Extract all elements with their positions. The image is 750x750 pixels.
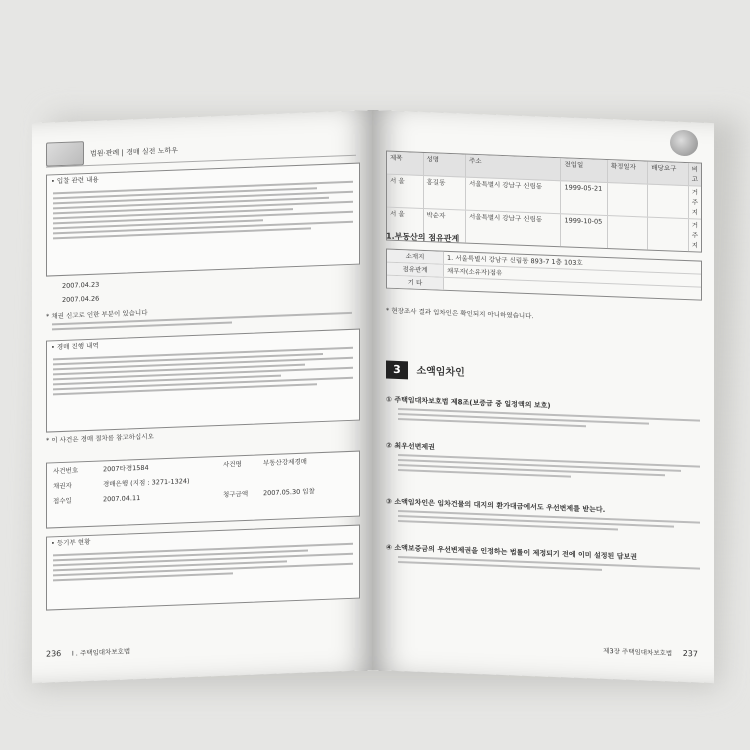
tenant-col-title: 제목 bbox=[387, 152, 424, 175]
occupancy-subsection-title: 1.부동산의 점유관계 bbox=[386, 231, 460, 244]
occupancy-value: 채무자(소유자)점유 bbox=[447, 266, 503, 278]
tenant-col-remarks: 비고 bbox=[691, 165, 699, 184]
tenant-cell bbox=[648, 185, 688, 219]
occupancy-key: 소재지 bbox=[387, 250, 444, 264]
occupancy-table bbox=[386, 249, 702, 301]
tenant-col-fixed-date: 확정일자 bbox=[608, 160, 648, 184]
tenant-cell: 홍길동 bbox=[424, 176, 466, 210]
claim-amount-label: 청구금액 bbox=[223, 489, 249, 499]
left-footer-text: I . 주택임대차보호법 bbox=[71, 647, 131, 658]
occupancy-value: 1. 서울특별시 강남구 신림동 893-7 1층 103호 bbox=[447, 253, 583, 268]
bid-info-block bbox=[46, 163, 360, 277]
right-page bbox=[372, 110, 714, 683]
item-number: ① bbox=[386, 395, 392, 404]
bid-date-1: 2007.04.23 bbox=[62, 280, 100, 290]
tenant-cell bbox=[648, 218, 688, 252]
creditor-label: 채권자 bbox=[53, 481, 72, 491]
right-page-number: 237 bbox=[682, 648, 698, 659]
bid-info-title: • 입찰 관련 내용 bbox=[51, 175, 99, 186]
tenant-col-claim: 배당요구 bbox=[648, 162, 688, 186]
item-number: ② bbox=[386, 441, 392, 450]
registry-block bbox=[46, 525, 360, 611]
creditor: 경매은행 (지점 : 3271-1324) bbox=[103, 477, 190, 489]
occupancy-note: * 현장조사 결과 임차인은 확인되지 아니하였습니다. bbox=[386, 306, 534, 321]
tenant-cell: 서울특별시 강남구 신림동 bbox=[466, 178, 562, 214]
case-number: 2007타경1584 bbox=[103, 463, 149, 474]
case-name-label: 사건명 bbox=[223, 460, 242, 469]
tenant-cell: 박순자 bbox=[424, 209, 466, 243]
receipt-date-label: 접수일 bbox=[53, 496, 72, 506]
occupancy-key: 점유관계 bbox=[387, 263, 444, 277]
tenant-cell bbox=[608, 216, 648, 250]
list-item bbox=[386, 543, 700, 575]
list-item bbox=[386, 441, 700, 483]
item-heading: 소액임차인은 임차건물의 대지의 환가대금에서도 우선변제를 받는다. bbox=[394, 497, 606, 514]
tenant-cell: 1999-05-21 bbox=[561, 181, 607, 215]
receipt-date: 2007.04.11 bbox=[103, 493, 141, 504]
bid-info-lines bbox=[53, 178, 353, 243]
case-number-label: 사건번호 bbox=[53, 466, 79, 476]
section-heading bbox=[386, 361, 465, 382]
character-illustration-icon bbox=[670, 129, 698, 156]
occupancy-key: 기 타 bbox=[387, 276, 444, 290]
section-number: 3 bbox=[386, 361, 408, 380]
list-item bbox=[386, 497, 700, 534]
left-header-title: 법원·판례 | 경매 실전 노하우 bbox=[90, 146, 178, 158]
left-page-number: 236 bbox=[46, 649, 62, 659]
tenant-cell: 서울특별시 강남구 신림동 bbox=[466, 211, 562, 247]
left-header bbox=[46, 131, 356, 168]
registry-title: • 등기부 현황 bbox=[51, 537, 91, 548]
section-title: 소액임차인 bbox=[416, 365, 465, 379]
tenant-col-name: 성명 bbox=[424, 153, 466, 177]
right-footer bbox=[603, 646, 698, 659]
list-item bbox=[386, 395, 700, 432]
tenant-cell bbox=[608, 183, 648, 217]
case-info-block bbox=[46, 451, 360, 529]
claim-amount: 2007.05.30 입찰 bbox=[263, 487, 315, 498]
auction-note: * 이 사건은 경매 절차를 참고하십시오 bbox=[46, 432, 154, 445]
tenant-col-address: 주소 bbox=[466, 155, 562, 181]
item-number: ④ bbox=[386, 543, 392, 552]
item-number: ③ bbox=[386, 497, 392, 506]
left-footer bbox=[46, 646, 130, 658]
item-heading: 소액보증금의 우선변제권을 인정하는 법률이 제정되기 전에 이미 설정된 담보권 bbox=[394, 543, 638, 562]
left-page bbox=[32, 110, 374, 683]
auction-progress-title: • 경매 진행 내역 bbox=[51, 341, 99, 352]
item-heading: 최우선변제권 bbox=[394, 441, 435, 452]
item-heading: 주택임대차보호법 제8조(보증금 중 일정액의 보호) bbox=[394, 395, 551, 410]
tenant-cell: 서 울 bbox=[387, 175, 424, 208]
tenant-cell: 1999-10-05 bbox=[561, 214, 607, 248]
tenant-cell: 거주지 bbox=[691, 221, 699, 250]
chart-illustration-icon bbox=[46, 141, 84, 166]
bid-note: * 채권 신고로 인한 부분이 있습니다 bbox=[46, 308, 148, 321]
tenant-cell: 서 울 bbox=[387, 208, 424, 241]
case-name: 부동산강제경매 bbox=[263, 457, 307, 468]
bid-date-2: 2007.04.26 bbox=[62, 294, 100, 304]
auction-progress-block bbox=[46, 329, 360, 433]
tenant-col-move-in: 전입일 bbox=[561, 158, 607, 182]
right-footer-text: 제3장 주택임대차보호법 bbox=[603, 646, 673, 658]
tenant-cell: 거주지 bbox=[691, 188, 699, 217]
